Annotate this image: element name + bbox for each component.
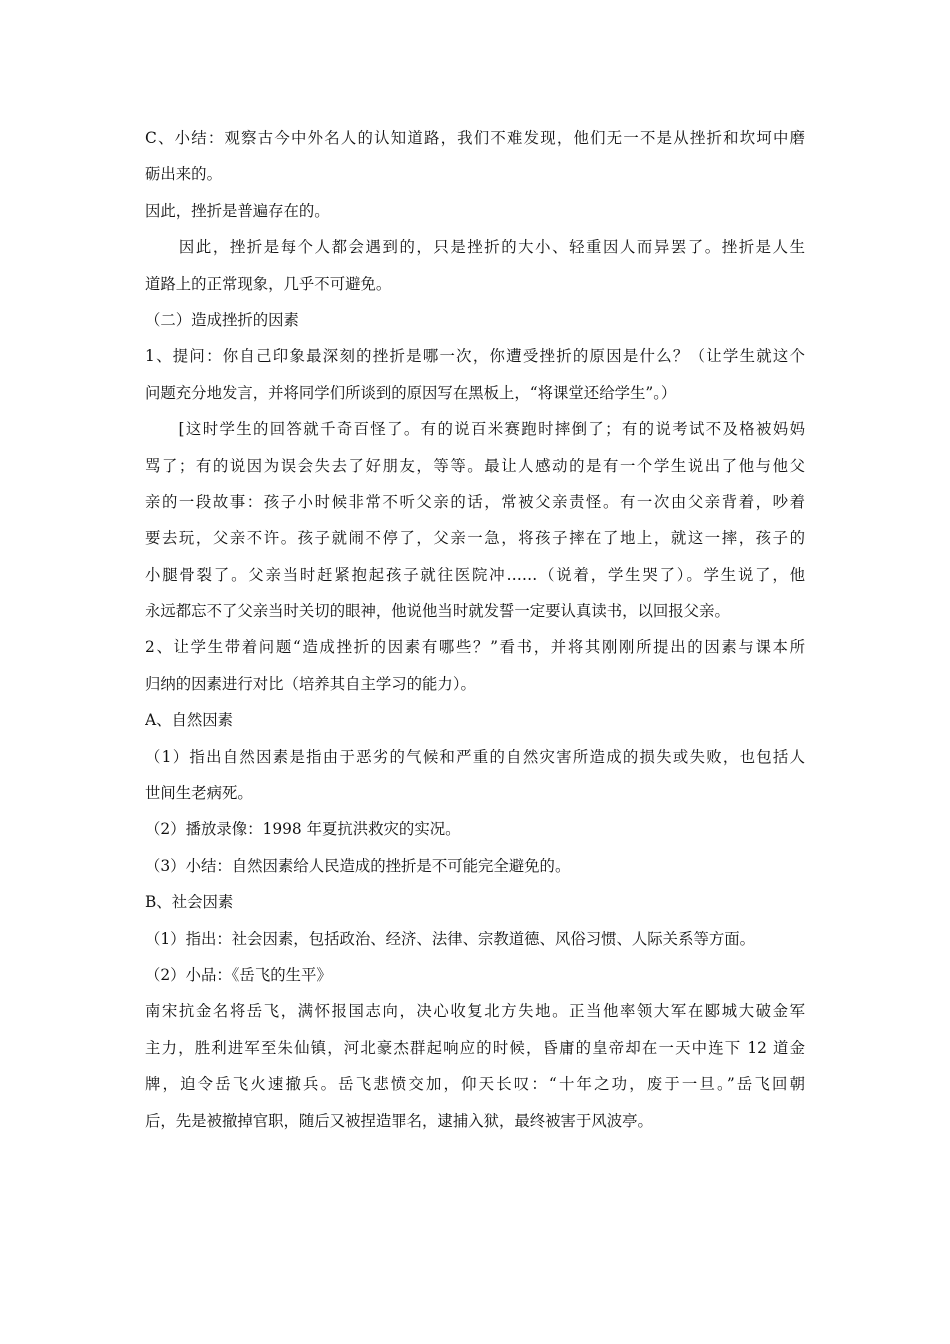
text-line: 2、让学生带着问题“造成挫折的因素有哪些？”看书，并将其刚刚所提出的因素与课本所 [145,638,805,657]
text-line: 小腿骨裂了。父亲当时赶紧抱起孩子就往医院冲……（说着，学生哭了）。学生说了，他 [145,565,805,584]
text-line: 因此，挫折是普遍存在的。 [145,201,330,220]
text-line: 归纳的因素进行对比（培养其自主学习的能力）。 [145,674,476,693]
text-line: 亲的一段故事：孩子小时候非常不听父亲的话，常被父亲责怪。有一次由父亲背着，吵着 [145,492,805,511]
text-line: C、小结：观察古今中外名人的认知道路，我们不难发现，他们无一不是从挫折和坎坷中磨 [145,129,805,147]
text-line: （1）指出自然因素是指由于恶劣的气候和严重的自然灾害所造成的损失或失败，也包括人 [145,747,805,766]
text-line: 因此，挫折是每个人都会遇到的，只是挫折的大小、轻重因人而异罢了。挫折是人生 [145,238,805,257]
text-line: [这时学生的回答就千奇百怪了。有的说百米赛跑时摔倒了；有的说考试不及格被妈妈 [145,420,805,439]
text-line: 骂了；有的说因为误会失去了好朋友，等等。最让人感动的是有一个学生说出了他与他父 [145,456,805,475]
text-line: （3）小结：自然因素给人民造成的挫折是不可能完全避免的。 [145,856,571,875]
text-line: 主力，胜利进军至朱仙镇，河北豪杰群起响应的时候，昏庸的皇帝却在一天中连下 12 道金 [145,1038,805,1057]
text-line: 南宋抗金名将岳飞，满怀报国志向，决心收复北方失地。正当他率领大军在郾城大破金军 [145,1002,805,1021]
text-line: A、自然因素 [145,711,234,730]
text-line: 道路上的正常现象，几乎不可避免。 [145,274,392,293]
text-line: 后，先是被撤掉官职，随后又被捏造罪名，逮捕入狱，最终被害于风波亭。 [145,1111,653,1130]
text-line: 永远都忘不了父亲当时关切的眼神，他说他当时就发誓一定要认真读书，以回报父亲。 [145,602,730,621]
text-line: （2）小品：《岳飞的生平》 [145,965,332,984]
text-line: （1）指出：社会因素，包括政治、经济、法律、宗教道德、风俗习惯、人际关系等方面。 [145,929,756,948]
text-line: 要去玩，父亲不许。孩子就闹不停了，父亲一急，将孩子摔在了地上，就这一摔，孩子的 [145,529,805,548]
text-line: 牌，迫令岳飞火速撤兵。岳飞悲愤交加，仰天长叹：“十年之功，废于一旦。”岳飞回朝 [145,1075,805,1094]
text-line: 世间生老病死。 [145,784,253,803]
text-line: （2）播放录像：1998 年夏抗洪救灾的实况。 [145,820,461,839]
text-line: 砺出来的。 [145,165,222,184]
text-line: B、社会因素 [145,893,234,912]
text-line: 1、提问：你自己印象最深刻的挫折是哪一次，你遭受挫折的原因是什么？（让学生就这个 [145,347,805,366]
text-line: 问题充分地发言，并将同学们所谈到的原因写在黑板上，“将课堂还给学生”。） [145,383,677,402]
document-body [145,120,805,1139]
text-line: （二）造成挫折的因素 [145,310,299,329]
